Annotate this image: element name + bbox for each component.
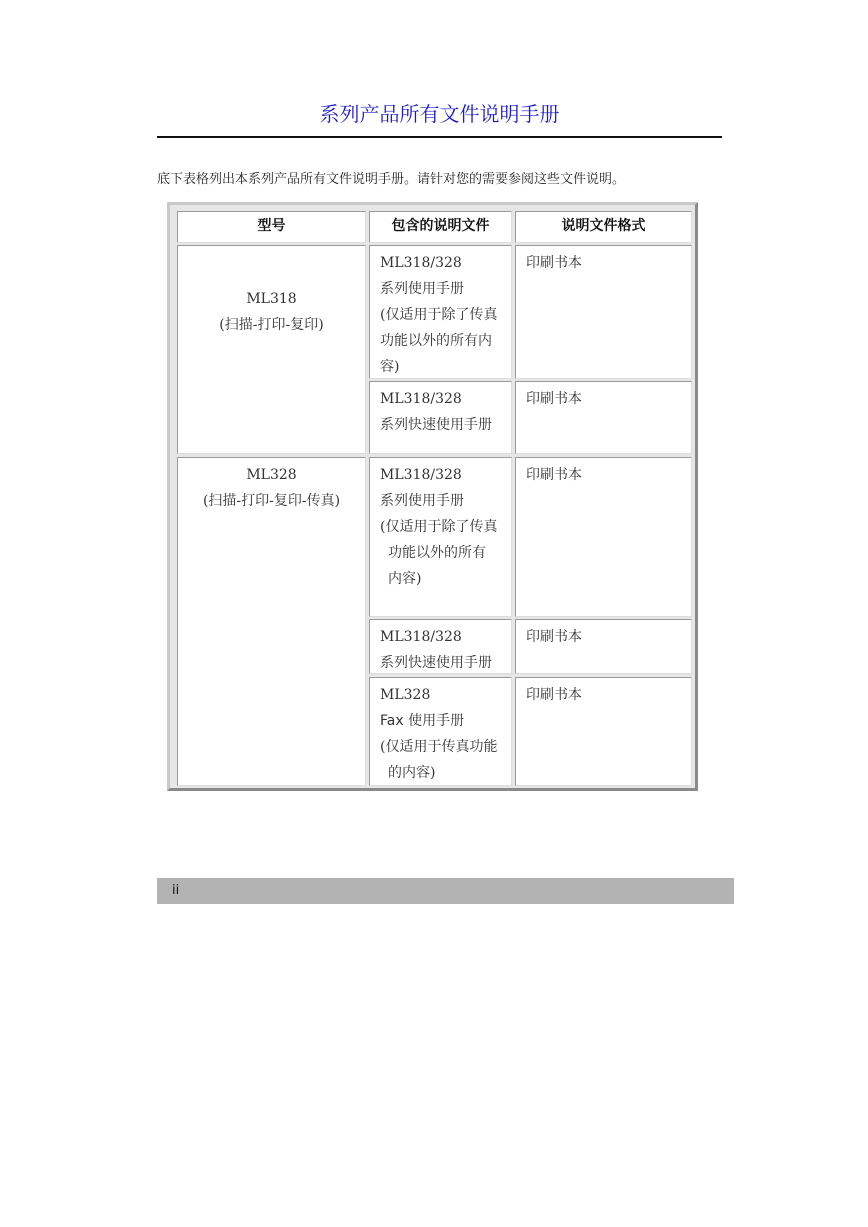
document-line: (仅适用于除了传真 bbox=[380, 307, 498, 323]
document-line: ML328 bbox=[380, 687, 431, 703]
document-line: 系列使用手册 bbox=[380, 493, 464, 509]
model-cell-ml328 bbox=[177, 457, 366, 786]
document-line: Fax 使用手册 bbox=[380, 713, 465, 729]
intro-paragraph: 底下表格列出本系列产品所有文件说明手册。请针对您的需要参阅这些文件说明。 bbox=[157, 172, 626, 187]
format-cell bbox=[515, 245, 692, 379]
page-title: 系列产品所有文件说明手册 bbox=[319, 102, 560, 126]
document-line: (仅适用于除了传真 bbox=[380, 519, 498, 535]
document-line: ML318/328 bbox=[380, 391, 462, 407]
document-line: 系列快速使用手册 bbox=[380, 655, 492, 671]
format-text: 印刷书本 bbox=[526, 391, 582, 407]
format-cell bbox=[515, 619, 692, 674]
header-model: 型号 bbox=[177, 211, 366, 243]
document-line: (仅适用于传真功能 bbox=[380, 739, 498, 755]
model-description: (扫描-打印-复印) bbox=[219, 317, 324, 333]
document-cell bbox=[369, 677, 512, 786]
document-cell bbox=[369, 245, 512, 379]
document-line: ML318/328 bbox=[380, 629, 462, 645]
header-format: 说明文件格式 bbox=[515, 211, 692, 243]
document-cell bbox=[369, 381, 512, 454]
document-line: 功能以外的所有内 bbox=[380, 333, 492, 349]
format-cell bbox=[515, 457, 692, 617]
format-text: 印刷书本 bbox=[526, 629, 582, 645]
document-cell bbox=[369, 457, 512, 617]
model-name: ML318 bbox=[246, 291, 297, 307]
page-footer bbox=[157, 878, 734, 904]
format-cell bbox=[515, 381, 692, 454]
document-line: ML318/328 bbox=[380, 467, 462, 483]
format-text: 印刷书本 bbox=[526, 687, 582, 703]
format-cell bbox=[515, 677, 692, 786]
document-cell bbox=[369, 619, 512, 674]
documentation-table bbox=[167, 202, 698, 791]
model-description: (扫描-打印-复印-传真) bbox=[202, 493, 341, 509]
model-cell-ml318 bbox=[177, 245, 366, 454]
document-line: 内容) bbox=[388, 571, 422, 587]
document-line: 系列快速使用手册 bbox=[380, 417, 492, 433]
document-line: 功能以外的所有 bbox=[388, 545, 486, 561]
document-line: 的内容) bbox=[388, 765, 436, 781]
model-name: ML328 bbox=[246, 467, 297, 483]
header-documents: 包含的说明文件 bbox=[369, 211, 512, 243]
format-text: 印刷书本 bbox=[526, 255, 582, 271]
format-text: 印刷书本 bbox=[526, 467, 582, 483]
document-line: ML318/328 bbox=[380, 255, 462, 271]
document-line: 系列使用手册 bbox=[380, 281, 464, 297]
title-divider bbox=[157, 136, 722, 138]
page-number: ii bbox=[172, 883, 180, 898]
document-line: 容) bbox=[380, 359, 400, 375]
